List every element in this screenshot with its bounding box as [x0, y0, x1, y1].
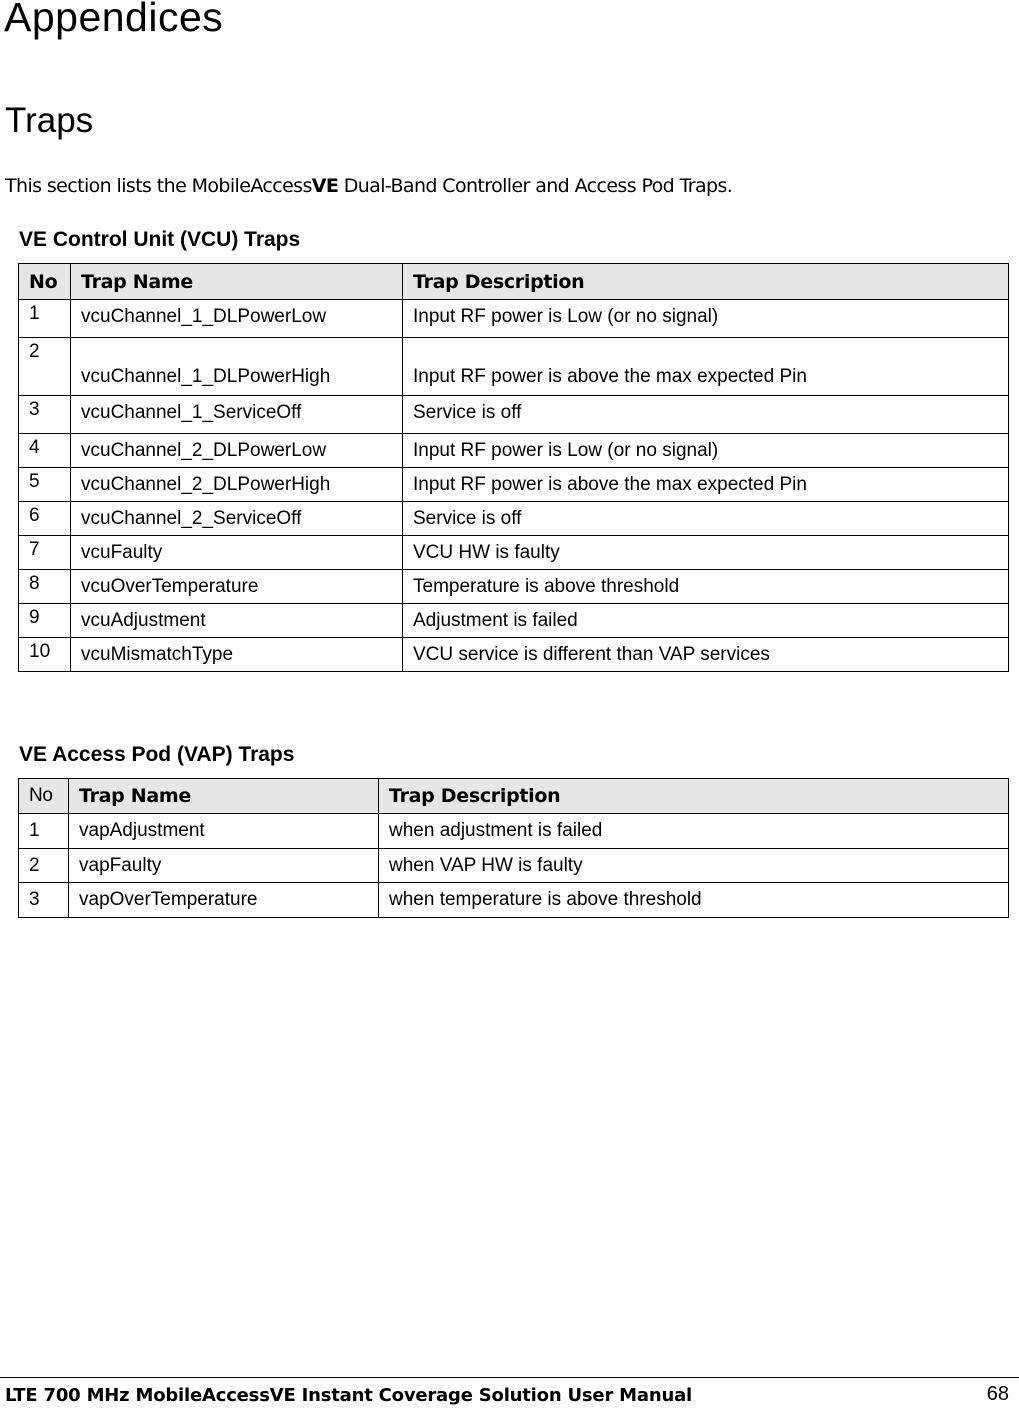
column-header-trap-description: Trap Description [379, 779, 1009, 814]
cell-trap-description: Temperature is above threshold [403, 570, 1009, 604]
cell-no: 1 [19, 300, 71, 338]
cell-trap-name: vcuAdjustment [71, 604, 403, 638]
cell-trap-description: Service is off [403, 502, 1009, 536]
table-row [19, 570, 1009, 604]
cell-no: 1 [19, 814, 69, 849]
intro-text-bold: VE [311, 175, 339, 197]
cell-no: 2 [19, 338, 71, 396]
page-heading: Appendices [4, 0, 224, 40]
cell-trap-description: when VAP HW is faulty [379, 849, 1009, 883]
cell-trap-name: vcuChannel_2_DLPowerHigh [71, 468, 403, 502]
cell-trap-name: vcuChannel_1_DLPowerHigh [71, 338, 403, 396]
cell-trap-description: Adjustment is failed [403, 604, 1009, 638]
cell-no: 2 [19, 849, 69, 883]
cell-trap-description: VCU service is different than VAP services [403, 638, 1009, 672]
intro-text-after: Dual-Band Controller and Access Pod Traps. [338, 175, 733, 197]
table-row [19, 536, 1009, 570]
column-header-trap-name: Trap Name [71, 264, 403, 300]
cell-no: 6 [19, 502, 71, 536]
table-header-row [19, 779, 1009, 814]
table-row [19, 849, 1009, 883]
column-header-no: No [19, 264, 71, 300]
cell-trap-description: VCU HW is faulty [403, 536, 1009, 570]
cell-trap-description: Input RF power is above the max expected Pin [403, 468, 1009, 502]
table-row [19, 468, 1009, 502]
cell-trap-name: vcuMismatchType [71, 638, 403, 672]
cell-trap-description: Input RF power is Low (or no signal) [403, 434, 1009, 468]
cell-no: 3 [19, 396, 71, 434]
table-row [19, 300, 1009, 338]
column-header-trap-description: Trap Description [403, 264, 1009, 300]
cell-trap-name: vcuChannel_1_DLPowerLow [71, 300, 403, 338]
cell-no: 5 [19, 468, 71, 502]
cell-no: 4 [19, 434, 71, 468]
footer-divider [0, 1377, 1019, 1378]
table-header-row [19, 264, 1009, 300]
cell-trap-description: when adjustment is failed [379, 814, 1009, 849]
table-row [19, 434, 1009, 468]
column-header-trap-name: Trap Name [69, 779, 379, 814]
cell-no: 7 [19, 536, 71, 570]
cell-trap-name: vcuChannel_2_ServiceOff [71, 502, 403, 536]
cell-no: 3 [19, 883, 69, 918]
vcu-table-caption: VE Control Unit (VCU) Traps [19, 228, 301, 251]
table-row [19, 604, 1009, 638]
footer-title: LTE 700 MHz MobileAccessVE Instant Coverage Solution User Manual [5, 1385, 692, 1406]
cell-trap-name: vcuOverTemperature [71, 570, 403, 604]
table-row [19, 396, 1009, 434]
vap-table-caption: VE Access Pod (VAP) Traps [19, 743, 295, 766]
cell-no: 10 [19, 638, 71, 672]
intro-paragraph [5, 175, 732, 197]
table-row [19, 338, 1009, 396]
table-row [19, 883, 1009, 918]
cell-trap-name: vapAdjustment [69, 814, 379, 849]
table-row [19, 638, 1009, 672]
vap-traps-table [18, 778, 1009, 918]
column-header-no: No [19, 779, 69, 814]
table-row [19, 502, 1009, 536]
cell-trap-name: vcuFaulty [71, 536, 403, 570]
page-number: 68 [986, 1383, 1009, 1405]
table-row [19, 814, 1009, 849]
cell-trap-name: vcuChannel_1_ServiceOff [71, 396, 403, 434]
cell-no: 8 [19, 570, 71, 604]
cell-trap-description: Service is off [403, 396, 1009, 434]
cell-trap-description: Input RF power is Low (or no signal) [403, 300, 1009, 338]
cell-trap-description: when temperature is above threshold [379, 883, 1009, 918]
section-heading: Traps [5, 101, 94, 140]
cell-trap-description: Input RF power is above the max expected Pin [403, 338, 1009, 396]
cell-no: 9 [19, 604, 71, 638]
cell-trap-name: vapFaulty [69, 849, 379, 883]
vcu-traps-table [18, 263, 1009, 672]
cell-trap-name: vapOverTemperature [69, 883, 379, 918]
intro-text-before: This section lists the MobileAccess [5, 175, 312, 197]
cell-trap-name: vcuChannel_2_DLPowerLow [71, 434, 403, 468]
